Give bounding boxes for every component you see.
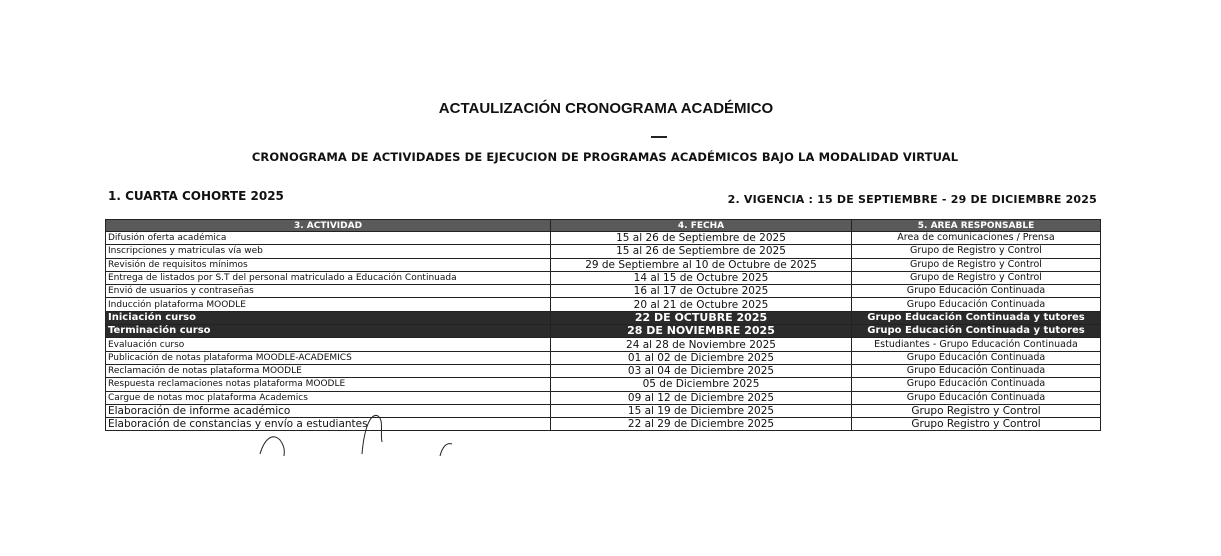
cell-actividad: Inscripciones y matriculas vía web — [106, 245, 551, 258]
table-row — [106, 298, 1101, 311]
cell-area: Grupo Educación Continuada y tutores — [852, 325, 1101, 338]
table-row — [106, 351, 1101, 364]
cell-actividad: Entrega de listados por S.T del personal matriculado a Educación Continuada — [106, 271, 551, 284]
cell-fecha: 15 al 26 de Septiembre de 2025 — [551, 245, 852, 258]
cell-fecha: 24 al 28 de Noviembre 2025 — [551, 338, 852, 351]
cell-fecha: 15 al 19 de Diciembre 2025 — [551, 404, 852, 417]
cell-area: Grupo Registro y Control — [852, 404, 1101, 417]
cell-area: Grupo Educación Continuada — [852, 364, 1101, 377]
cell-fecha: 29 de Septiembre al 10 de Octubre de 2025 — [551, 258, 852, 271]
vigencia-label: 2. VIGENCIA : 15 DE SEPTIEMBRE - 29 DE DICIEMBRE 2025 — [727, 193, 1097, 206]
cell-fecha: 01 al 02 de Diciembre 2025 — [551, 351, 852, 364]
cell-area: Área de comunicaciones / Prensa — [852, 232, 1101, 245]
cell-actividad: Revisión de requisitos mínimos — [106, 258, 551, 271]
table-row — [106, 245, 1101, 258]
cohort-label: 1. CUARTA COHORTE 2025 — [108, 189, 284, 203]
cell-area: Grupo Educación Continuada y tutores — [852, 311, 1101, 324]
schedule-table — [105, 219, 1101, 431]
table-row — [106, 285, 1101, 298]
cell-fecha: 09 al 12 de Diciembre 2025 — [551, 391, 852, 404]
cell-actividad: Respuesta reclamaciones notas plataforma MOODLE — [106, 378, 551, 391]
cell-area: Grupo Educación Continuada — [852, 378, 1101, 391]
cell-actividad: Difusión oferta académica — [106, 232, 551, 245]
cell-fecha: 14 al 15 de Octubre 2025 — [551, 271, 852, 284]
cell-fecha: 15 al 26 de Septiembre de 2025 — [551, 232, 852, 245]
document-subtitle: CRONOGRAMA DE ACTIVIDADES DE EJECUCION DE PROGRAMAS ACADÉMICOS BAJO LA MODALIDAD VIRTUAL — [251, 150, 959, 164]
cell-actividad: Terminación curso — [106, 325, 551, 338]
cell-fecha: 22 DE OCTUBRE 2025 — [551, 311, 852, 324]
cell-actividad: Envió de usuarios y contraseñas — [106, 285, 551, 298]
cell-area: Grupo Educación Continuada — [852, 351, 1101, 364]
cell-actividad: Elaboración de informe académico — [106, 404, 551, 417]
cell-fecha: 05 de Diciembre 2025 — [551, 378, 852, 391]
cell-fecha: 03 al 04 de Diciembre 2025 — [551, 364, 852, 377]
document-title: ACTAULIZACIÓN CRONOGRAMA ACADÉMICO — [438, 100, 774, 117]
table-row — [106, 258, 1101, 271]
cell-actividad: Cargue de notas moc plataforma Academics — [106, 391, 551, 404]
table-row — [106, 338, 1101, 351]
cell-actividad: Reclamación de notas plataforma MOODLE — [106, 364, 551, 377]
cell-fecha: 28 DE NOVIEMBRE 2025 — [551, 325, 852, 338]
cell-area: Grupo de Registro y Control — [852, 258, 1101, 271]
cell-actividad: Iniciación curso — [106, 311, 551, 324]
header-area: 5. AREA RESPONSABLE — [852, 220, 1101, 232]
cell-area: Grupo de Registro y Control — [852, 271, 1101, 284]
cell-area: Estudiantes - Grupo Educación Continuada — [852, 338, 1101, 351]
cell-fecha: 22 al 29 de Diciembre 2025 — [551, 418, 852, 431]
title-dash — [651, 136, 667, 138]
header-actividad: 3. ACTIVIDAD — [106, 220, 551, 232]
cell-area: Grupo Registro y Control — [852, 418, 1101, 431]
cell-actividad: Inducción plataforma MOODLE — [106, 298, 551, 311]
table-header-row — [106, 220, 1101, 232]
table-row — [106, 391, 1101, 404]
table-row — [106, 378, 1101, 391]
table-row — [106, 364, 1101, 377]
table-row — [106, 271, 1101, 284]
cell-area: Grupo Educación Continuada — [852, 298, 1101, 311]
cell-fecha: 20 al 21 de Octubre 2025 — [551, 298, 852, 311]
table-row — [106, 232, 1101, 245]
cell-area: Grupo de Registro y Control — [852, 245, 1101, 258]
table-row-highlight — [106, 325, 1101, 338]
cell-fecha: 16 al 17 de Octubre 2025 — [551, 285, 852, 298]
cell-area: Grupo Educación Continuada — [852, 285, 1101, 298]
table-row-highlight — [106, 311, 1101, 324]
cell-actividad: Elaboración de constancias y envío a estudiantes — [106, 418, 551, 431]
signature-strokes — [250, 410, 480, 456]
cell-actividad: Publicación de notas plataforma MOODLE-ACADEMICS — [106, 351, 551, 364]
header-fecha: 4. FECHA — [551, 220, 852, 232]
cell-actividad: Evaluación curso — [106, 338, 551, 351]
cell-area: Grupo Educación Continuada — [852, 391, 1101, 404]
